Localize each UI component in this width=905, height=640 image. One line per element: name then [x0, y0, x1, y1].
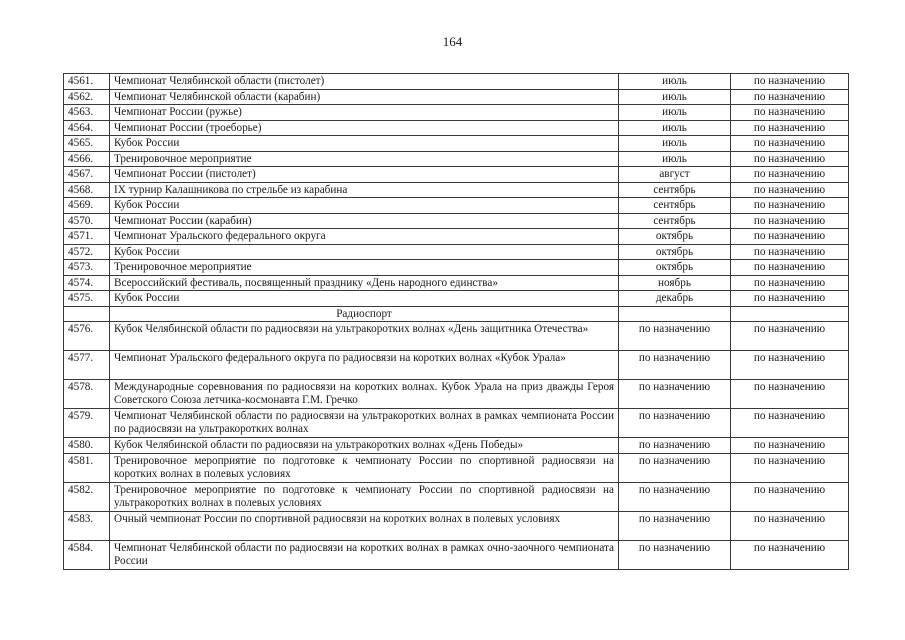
table-row: [64, 453, 849, 482]
section-empty-cell: [731, 306, 849, 322]
row-number: 4567.: [64, 167, 110, 183]
event-place: по назначению: [731, 136, 849, 152]
event-place: по назначению: [731, 511, 849, 540]
row-number: 4580.: [64, 438, 110, 454]
event-date: по назначению: [619, 482, 731, 511]
table-row: [64, 151, 849, 167]
events-table-body: [64, 74, 849, 570]
table-row: [64, 105, 849, 121]
table-row: [64, 409, 849, 438]
row-number: 4583.: [64, 511, 110, 540]
row-number: 4565.: [64, 136, 110, 152]
event-date: июль: [619, 151, 731, 167]
table-row: [64, 482, 849, 511]
page-number: 164: [442, 34, 463, 49]
event-place: по назначению: [731, 120, 849, 136]
event-place: по назначению: [731, 167, 849, 183]
event-date: по назначению: [619, 380, 731, 409]
table-row: [64, 136, 849, 152]
event-place: по назначению: [731, 275, 849, 291]
event-date: по назначению: [619, 540, 731, 569]
table-row: [64, 244, 849, 260]
table-row: [64, 89, 849, 105]
event-date: июль: [619, 89, 731, 105]
table-row: [64, 120, 849, 136]
event-place: по назначению: [731, 322, 849, 351]
event-name: Кубок России: [110, 198, 619, 214]
row-number: 4578.: [64, 380, 110, 409]
event-name: Кубок России: [110, 244, 619, 260]
table-row: [64, 322, 849, 351]
event-name: Чемпионат Уральского федерального округа по радиосвязи на коротких волнах «Кубок Урала»: [110, 351, 619, 380]
row-number: 4564.: [64, 120, 110, 136]
section-empty-cell: [64, 306, 110, 322]
row-number: 4561.: [64, 74, 110, 90]
event-date: октябрь: [619, 229, 731, 245]
table-row: [64, 291, 849, 307]
event-name: Чемпионат России (троеборье): [110, 120, 619, 136]
row-number: 4570.: [64, 213, 110, 229]
row-number: 4572.: [64, 244, 110, 260]
event-date: август: [619, 167, 731, 183]
event-place: по назначению: [731, 151, 849, 167]
row-number: 4563.: [64, 105, 110, 121]
event-date: по назначению: [619, 351, 731, 380]
event-name: Чемпионат Челябинской области по радиосвязи на коротких волнах в рамках очно-заочного чемпионата России: [110, 540, 619, 569]
event-place: по назначению: [731, 482, 849, 511]
event-place: по назначению: [731, 540, 849, 569]
table-row: [64, 260, 849, 276]
event-name: Кубок России: [110, 136, 619, 152]
event-date: по назначению: [619, 438, 731, 454]
event-date: июль: [619, 74, 731, 90]
event-place: по назначению: [731, 74, 849, 90]
table-row: [64, 275, 849, 291]
events-table: [63, 73, 849, 570]
table-row: [64, 182, 849, 198]
event-place: по назначению: [731, 244, 849, 260]
event-name: Всероссийский фестиваль, посвященный празднику «День народного единства»: [110, 275, 619, 291]
event-name: Кубок России: [110, 291, 619, 307]
row-number: 4577.: [64, 351, 110, 380]
table-row: [64, 380, 849, 409]
event-name: Тренировочное мероприятие: [110, 260, 619, 276]
event-name: Тренировочное мероприятие по подготовке к чемпионату России по спортивной радиосвязи на ультракоротких волнах в полевых условиях: [110, 482, 619, 511]
event-date: сентябрь: [619, 213, 731, 229]
event-date: июль: [619, 120, 731, 136]
section-title: Радиоспорт: [110, 306, 619, 322]
event-date: июль: [619, 105, 731, 121]
row-number: 4568.: [64, 182, 110, 198]
event-name: Кубок Челябинской области по радиосвязи на ультракоротких волнах «День защитника Отечества»: [110, 322, 619, 351]
event-date: сентябрь: [619, 198, 731, 214]
event-place: по назначению: [731, 453, 849, 482]
event-name: Тренировочное мероприятие по подготовке к чемпионату России по спортивной радиосвязи на коротких волнах в полевых условиях: [110, 453, 619, 482]
table-row: [64, 438, 849, 454]
row-number: 4569.: [64, 198, 110, 214]
event-name: Кубок Челябинской области по радиосвязи на ультракоротких волнах «День Победы»: [110, 438, 619, 454]
table-row: [64, 229, 849, 245]
event-name: Чемпионат России (ружье): [110, 105, 619, 121]
event-place: по назначению: [731, 229, 849, 245]
table-row: [64, 167, 849, 183]
table-row: [64, 351, 849, 380]
event-place: по назначению: [731, 198, 849, 214]
event-date: по назначению: [619, 511, 731, 540]
event-name: Тренировочное мероприятие: [110, 151, 619, 167]
event-place: по назначению: [731, 351, 849, 380]
event-date: июль: [619, 136, 731, 152]
event-place: по назначению: [731, 380, 849, 409]
event-place: по назначению: [731, 409, 849, 438]
table-row: [64, 213, 849, 229]
section-header-row: [64, 306, 849, 322]
event-name: Чемпионат Челябинской области (пистолет): [110, 74, 619, 90]
row-number: 4562.: [64, 89, 110, 105]
event-name: Международные соревнования по радиосвязи на коротких волнах. Кубок Урала на приз дважды Героя Советского Союза летчика-космонавта Г.М. Гречко: [110, 380, 619, 409]
event-date: октябрь: [619, 260, 731, 276]
event-date: декабрь: [619, 291, 731, 307]
table-row: [64, 511, 849, 540]
event-place: по назначению: [731, 105, 849, 121]
event-place: по назначению: [731, 438, 849, 454]
event-place: по назначению: [731, 213, 849, 229]
event-name: Чемпионат России (пистолет): [110, 167, 619, 183]
event-date: по назначению: [619, 453, 731, 482]
event-date: по назначению: [619, 322, 731, 351]
row-number: 4579.: [64, 409, 110, 438]
event-name: Чемпионат Челябинской области по радиосвязи на ультракоротких волнах в рамках чемпионата России по радиосвязи на ультракоротких волнах: [110, 409, 619, 438]
event-date: по назначению: [619, 409, 731, 438]
event-name: Чемпионат Уральского федерального округа: [110, 229, 619, 245]
row-number: 4582.: [64, 482, 110, 511]
event-name: IX турнир Калашникова по стрельбе из карабина: [110, 182, 619, 198]
row-number: 4571.: [64, 229, 110, 245]
row-number: 4576.: [64, 322, 110, 351]
event-name: Чемпионат России (карабин): [110, 213, 619, 229]
event-date: ноябрь: [619, 275, 731, 291]
event-place: по назначению: [731, 260, 849, 276]
event-date: сентябрь: [619, 182, 731, 198]
row-number: 4566.: [64, 151, 110, 167]
row-number: 4581.: [64, 453, 110, 482]
event-place: по назначению: [731, 182, 849, 198]
row-number: 4584.: [64, 540, 110, 569]
table-row: [64, 540, 849, 569]
row-number: 4573.: [64, 260, 110, 276]
event-date: октябрь: [619, 244, 731, 260]
event-place: по назначению: [731, 291, 849, 307]
row-number: 4574.: [64, 275, 110, 291]
table-row: [64, 74, 849, 90]
event-name: Чемпионат Челябинской области (карабин): [110, 89, 619, 105]
table-row: [64, 198, 849, 214]
row-number: 4575.: [64, 291, 110, 307]
section-empty-cell: [619, 306, 731, 322]
event-name: Очный чемпионат России по спортивной радиосвязи на коротких волнах в полевых условиях: [110, 511, 619, 540]
event-place: по назначению: [731, 89, 849, 105]
